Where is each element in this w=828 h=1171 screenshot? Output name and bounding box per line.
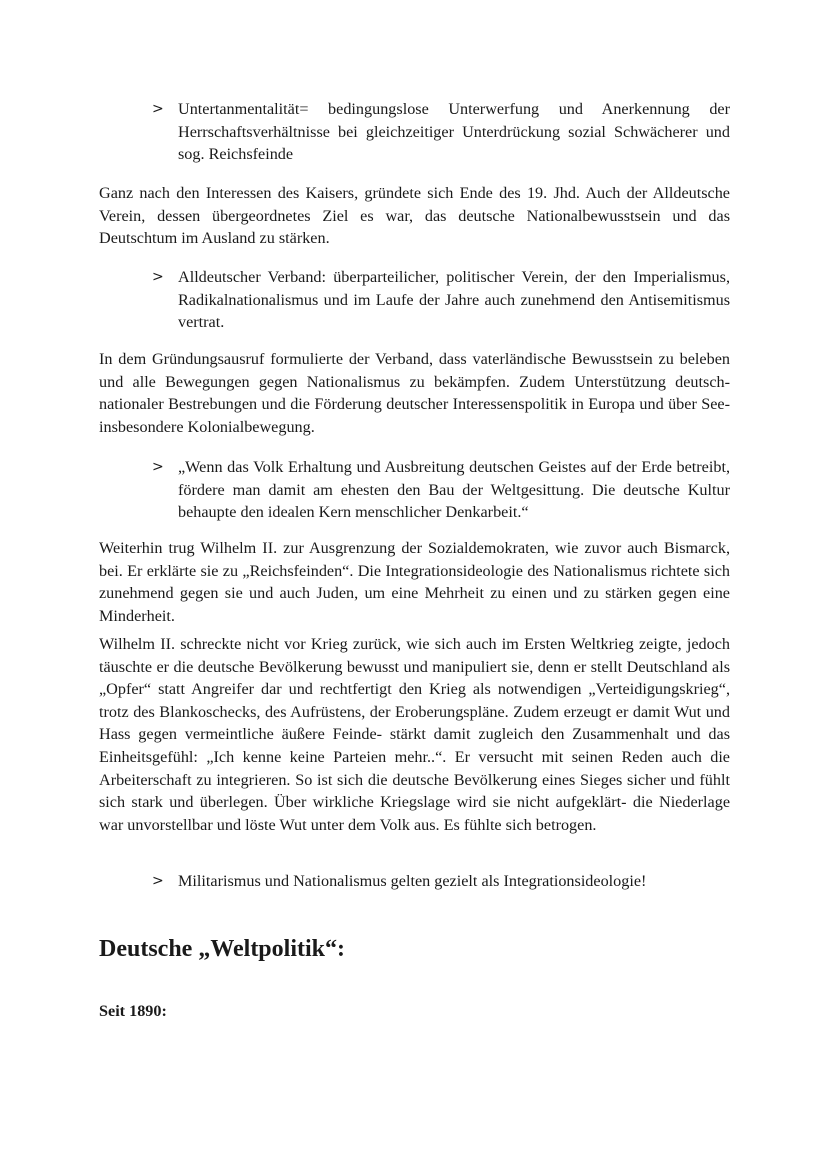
paragraph-gruendungsausruf: In dem Gründungsausruf formulierte der Verband, dass vaterländische Bewusstsein zu beleben und alle Bewegungen gegen Nationalismus zu bekämpfen. Zudem Unterstützung deutsch-nationaler Bestrebungen und die Förderung deutscher Interessenspolitik in Europa und über See- insbesondere Kolonialbewegung. [99, 350, 730, 436]
section-heading: Deutsche „Weltpolitik“: [99, 936, 345, 962]
bullet-militarismus [152, 870, 730, 893]
bullet-marker: > [152, 459, 164, 475]
bullet-text: Militarismus und Nationalismus gelten gezielt als Integrationsideologie! [178, 872, 647, 890]
bullet-text: „Wenn das Volk Erhaltung und Ausbreitung deutschen Geistes auf der Erde betreibt, fördere man damit am ehesten den Bau der Weltgesittung. Die deutsche Kultur behaupte den idealen Kern menschlicher Denkarbeit.“ [178, 458, 730, 522]
bullet-alldeutscher-verband [152, 266, 730, 334]
paragraph-sozialdemokraten: Weiterhin trug Wilhelm II. zur Ausgrenzung der Sozialdemokraten, wie zuvor auch Bismarck, bei. Er erklärte sie zu „Reichsfeinden“. Die Integrationsideologie des Nationalismus richtete sich zunehmend gegen sie und auch Juden, um eine Mehrheit zu einen und zu stärken gegen eine Minderheit. [99, 539, 730, 625]
bullet-marker: > [152, 269, 164, 285]
bullet-text: Untertanmentalität= bedingungslose Unterwerfung und Anerkennung der Herrschaftsverhältnisse bei gleichzeitiger Unterdrückung sozial Schwächerer und sog. Reichsfeinde [178, 100, 730, 164]
bullet-quote-volk [152, 456, 730, 524]
bullet-marker: > [152, 873, 164, 889]
paragraph-alldeutscher-verein: Ganz nach den Interessen des Kaisers, gründete sich Ende des 19. Jhd. Auch der Alldeutsche Verein, dessen übergeordnetes Ziel es war, das deutsche Nationalbewusstsein und das Deutschtum im Ausland zu stärken. [99, 184, 730, 248]
bullet-text: Alldeutscher Verband: überparteilicher, politischer Verein, der den Imperialismus, Radikalnationalismus und im Laufe der Jahre auch zunehmend den Antisemitismus vertrat. [178, 268, 730, 332]
paragraph-wilhelm-krieg: Wilhelm II. schreckte nicht vor Krieg zurück, wie sich auch im Ersten Weltkrieg zeigte, jedoch täuschte er die deutsche Bevölkerung bewusst und manipuliert sie, denn er stellt Deutschland als „Opfer“ statt Angreifer dar und rechtfertigt den Krieg als notwendigen „Verteidigungskrieg“, trotz des Blankoschecks, des Aufrüstens, der Eroberungspläne. Zudem erzeugt er damit Wut und Hass gegen vermeintliche äußere Feinde- stärkt damit zugleich den Zusammenhalt und das Einheitsgefühl: „Ich kenne keine Parteien mehr..“. Er versucht mit seinen Reden auch die Arbeiterschaft zu integrieren. So ist sich die deutsche Bevölkerung eines Sieges sicher und fühlt sich stark und überlegen. Über wirkliche Kriegslage wird sie nicht aufgeklärt- die Niederlage war unvorstellbar und löste Wut unter dem Volk aus. Es fühlte sich betrogen. [99, 635, 730, 834]
bullet-untertanmentalitaet [152, 98, 730, 166]
bullet-marker: > [152, 101, 164, 117]
section-subheading: Seit 1890: [99, 1002, 167, 1020]
